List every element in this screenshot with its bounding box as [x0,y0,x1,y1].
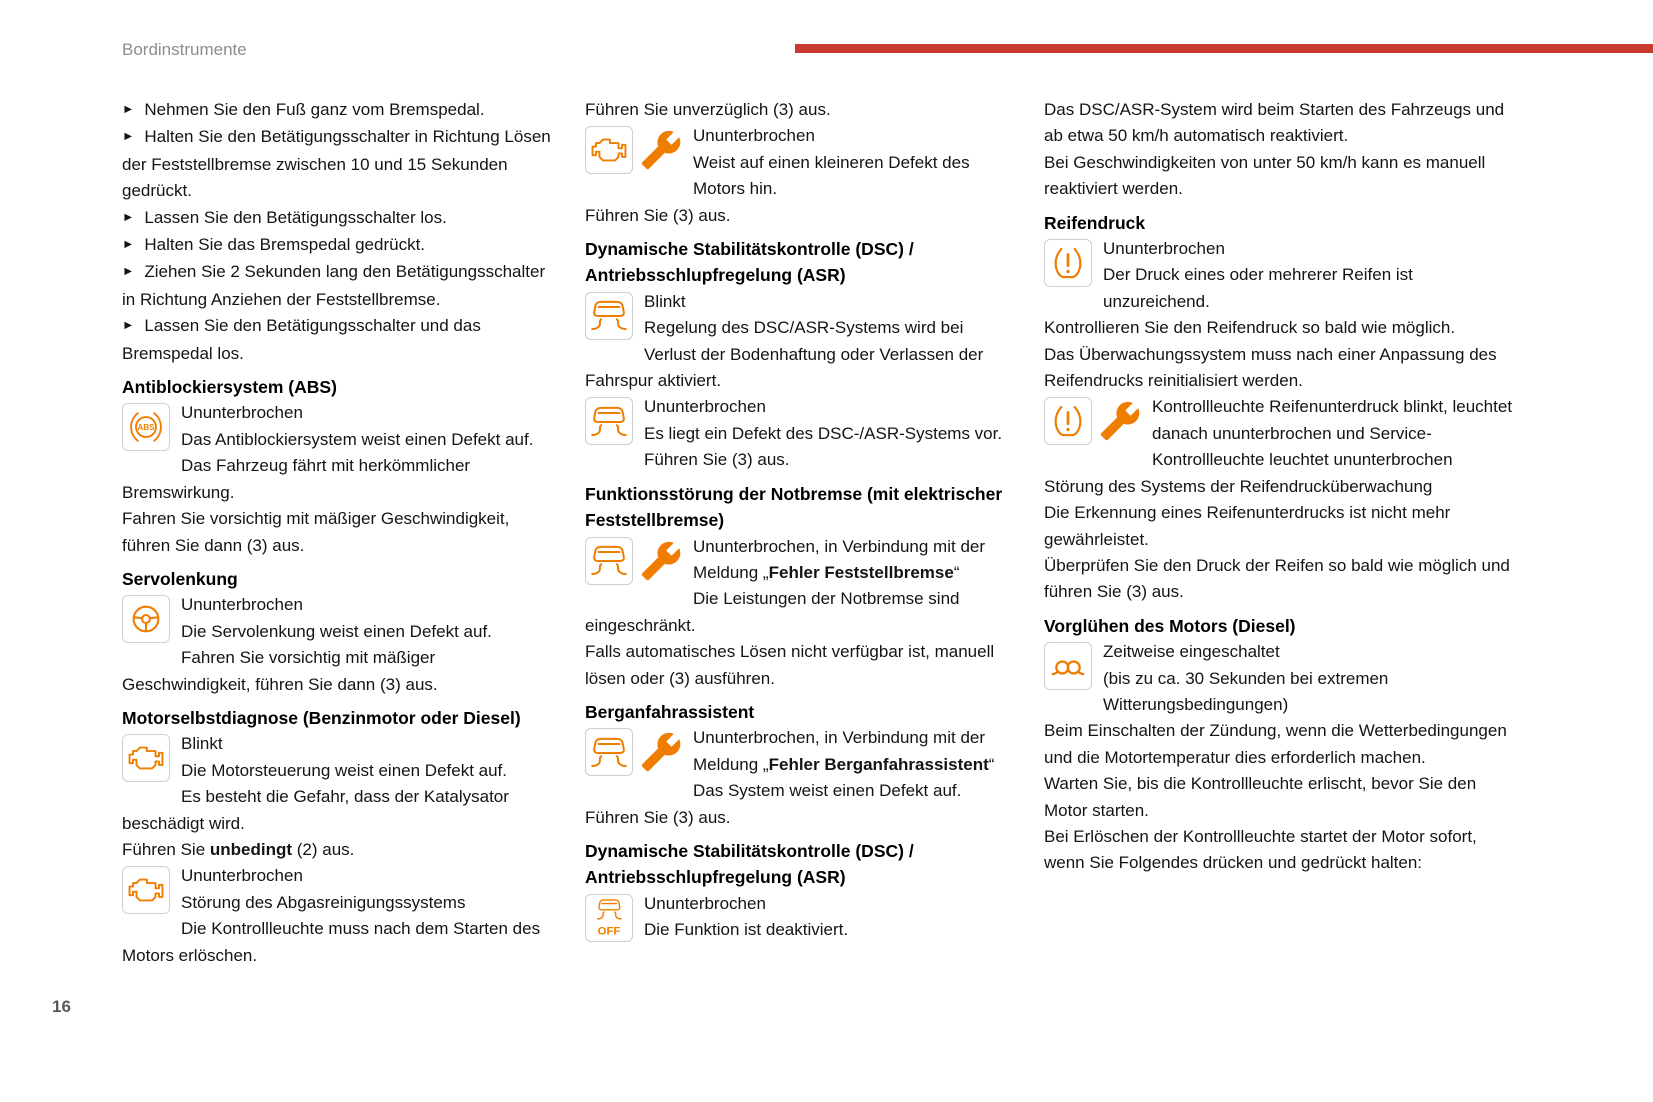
indicator-icons [122,866,170,914]
indicator-status: Ununterbrochen [693,126,815,146]
indicator-text: Fahren Sie vorsichtig mit mäßiger Geschwindigkeit, führen Sie dann (3) aus. [122,509,510,555]
indicator-text: Beim Einschalten der Zündung, wenn die Wetterbedingungen und die Motortemperatur dies erforderlich machen. [1044,721,1507,767]
indicator-block-dsc-blink [585,289,1012,395]
indicator-status: Blinkt [644,291,686,311]
column-left [122,97,558,969]
indicator-status: Kontrollleuchte Reifenunterdruck blinkt, leuchtet danach ununterbrochen und Service-Kontrollleuchte leuchtet ununterbrochen [1152,397,1513,470]
indicator-block-tire-pressure [1044,236,1522,394]
service-wrench-icon [640,129,682,171]
service-wrench-icon [1099,400,1141,442]
indicator-text: Die Erkennung eines Reifenunterdrucks ist nicht mehr gewährleistet. [1044,503,1451,549]
indicator-icons [1044,642,1092,690]
indicator-text: Der Druck eines oder mehrerer Reifen ist unzureichend. [1103,265,1413,311]
indicator-block-servolenkung [122,592,558,698]
instruction-step [122,205,558,232]
indicator-status: Ununterbrochen [644,893,766,913]
indicator-text: Regelung des DSC/ASR-Systems wird bei Verlust der Bodenhaftung oder Verlassen der Fahrspur aktiviert. [585,318,984,391]
header-accent-bar [795,44,1653,53]
instruction-text: Lassen Sie den Betätigungsschalter und das Bremspedal los. [122,316,481,363]
indicator-text: Falls automatisches Lösen nicht verfügbar ist, manuell lösen oder (3) ausführen. [585,642,995,688]
indicator-icons [585,728,682,776]
indicator-text: Störung des Abgasreinigungssystems [181,892,466,912]
indicator-block-dsc-steady [585,394,1012,473]
indicator-icons [585,894,633,942]
indicator-text: Die Leistungen der Notbremse sind eingeschränkt. [585,589,960,635]
indicator-text: Kontrollieren Sie den Reifendruck so bald wie möglich. [1044,318,1456,338]
engine-warning-icon [122,866,170,914]
indicator-text: Führen Sie (3) aus. [585,807,731,827]
indicator-text: Führen Sie (3) aus. [585,205,731,225]
steering-warning-icon [122,595,170,643]
indicator-block-berganfahrassistent [585,725,1012,831]
instruction-text: Halten Sie das Bremspedal gedrückt. [144,235,426,255]
emphasis-text: unbedingt [209,839,293,859]
message-text: Fehler Berganfahrassistent [768,754,989,774]
arrow-bullet-icon: ► [122,318,135,333]
page-content [122,97,1522,969]
indicator-icons [122,734,170,782]
indicator-status: Blinkt [181,734,223,754]
indicator-text: Bei Erlöschen der Kontrollleuchte startet der Motor sofort, wenn Sie Folgendes drücken und gedrückt halten: [1044,826,1477,873]
indicator-text: Störung des Systems der Reifendrucküberwachung [1044,476,1433,496]
indicator-status: Ununterbrochen [181,866,303,886]
indicator-block-notbremse [585,534,1012,692]
body-text: Das DSC/ASR-System wird beim Starten des Fahrzeugs und ab etwa 50 km/h automatisch reaktiviert. [1044,100,1505,146]
section-heading-servolenkung: Servolenkung [122,568,238,589]
esp-warning-icon [585,537,633,585]
engine-warning-icon [122,734,170,782]
indicator-icons [585,292,633,340]
instruction-text: Lassen Sie den Betätigungsschalter los. [144,207,447,227]
tire-pressure-warning-icon [1044,239,1092,287]
page-number: 16 [52,997,71,1016]
indicator-block-dsc-off [585,891,1012,944]
instruction-step [122,124,558,204]
indicator-text: Die Motorsteuerung weist einen Defekt auf. [181,760,508,780]
indicator-icons [122,403,170,451]
indicator-text: Das Fahrzeug fährt mit herkömmlicher Bremswirkung. [122,456,471,502]
indicator-block-engine-blink [122,731,558,863]
service-wrench-icon [640,731,682,773]
body-text: Führen Sie unverzüglich (3) aus. [585,100,831,119]
arrow-bullet-icon: ► [122,237,135,252]
engine-warning-icon [585,126,633,174]
instruction-step [122,313,558,367]
indicator-icons [122,595,170,643]
page-header-title: Bordinstrumente [122,40,247,59]
indicator-icons [585,537,682,585]
arrow-bullet-icon: ► [122,209,135,224]
section-heading-reifendruck: Reifendruck [1044,212,1146,233]
glow-plug-icon [1044,642,1092,690]
indicator-icons [585,126,682,174]
indicator-text: Die Servolenkung weist einen Defekt auf. [181,621,492,641]
section-heading-motorselbstdiagnose: Motorselbstdiagnose (Benzinmotor oder Diesel) [122,707,521,728]
indicator-block-glow-plug [1044,639,1522,877]
tire-pressure-warning-icon [1044,397,1092,445]
indicator-text: Überprüfen Sie den Druck der Reifen so bald wie möglich und führen Sie (3) aus. [1044,555,1510,602]
indicator-status: Ununterbrochen [644,397,766,417]
instruction-text: Nehmen Sie den Fuß ganz vom Bremspedal. [144,100,485,119]
message-text: Fehler Feststellbremse [768,562,954,582]
indicator-text: Führen Sie unbedingt (2) aus. [122,839,355,859]
arrow-bullet-icon: ► [122,102,135,116]
section-heading-vorgluehen: Vorglühen des Motors (Diesel) [1044,615,1296,636]
indicator-text: Es liegt ein Defekt des DSC-/ASR-Systems vor. [644,423,1003,443]
indicator-text: Das Antiblockiersystem weist einen Defekt auf. [181,429,534,449]
indicator-text: (bis zu ca. 30 Sekunden bei extremen Witterungsbedingungen) [1103,668,1389,714]
indicator-icons [1044,239,1092,287]
esp-warning-icon [585,728,633,776]
indicator-status: Ununterbrochen, in Verbindung mit der Meldung „Fehler Berganfahrassistent“ [693,728,995,774]
section-heading-notbremse: Funktionsstörung der Notbremse (mit elektrischer Feststellbremse) [585,483,1003,531]
instruction-step [122,97,558,124]
indicator-status: Ununterbrochen [1103,239,1225,259]
indicator-text: Führen Sie (3) aus. [644,450,790,470]
indicator-icons [585,397,633,445]
indicator-block-tire-pressure-fault [1044,394,1522,605]
instruction-step [122,232,558,259]
indicator-text: Das Überwachungssystem muss nach einer Anpassung des Reifendrucks reinitialisiert werden. [1044,344,1497,391]
section-heading-dsc-asr-2: Dynamische Stabilitätskontrolle (DSC) / Antriebsschlupfregelung (ASR) [585,840,914,888]
arrow-bullet-icon: ► [122,264,135,279]
abs-warning-icon [122,403,170,451]
indicator-icons [1044,397,1141,445]
indicator-block-engine-steady [122,863,558,969]
indicator-status: Ununterbrochen [181,403,303,423]
esp-warning-icon [585,397,633,445]
indicator-status: Zeitweise eingeschaltet [1103,642,1280,662]
indicator-text: Die Funktion ist deaktiviert. [644,920,849,940]
indicator-text: Es besteht die Gefahr, dass der Katalysator beschädigt wird. [122,787,509,833]
instruction-step [122,259,558,313]
indicator-text: Das System weist einen Defekt auf. [693,781,962,801]
instruction-text: Halten Sie den Betätigungsschalter in Richtung Lösen der Feststellbremse zwischen 10 und 15 Sekunden gedrückt. [122,127,551,201]
esp-off-icon [585,894,633,942]
indicator-text: Fahren Sie vorsichtig mit mäßiger Geschwindigkeit, führen Sie dann (3) aus. [122,648,438,694]
service-wrench-icon [640,540,682,582]
indicator-text: Warten Sie, bis die Kontrollleuchte erlischt, bevor Sie den Motor starten. [1044,774,1477,820]
section-heading-abs: Antiblockiersystem (ABS) [122,377,337,398]
indicator-status: Ununterbrochen, in Verbindung mit der Meldung „Fehler Feststellbremse“ [693,536,986,582]
section-heading-dsc-asr-1: Dynamische Stabilitätskontrolle (DSC) / Antriebsschlupfregelung (ASR) [585,239,914,286]
indicator-block-engine-minor [585,123,1012,229]
column-middle [585,97,1012,969]
indicator-text: Die Kontrollleuchte muss nach dem Starten des Motors erlöschen. [122,919,541,965]
instruction-text: Ziehen Sie 2 Sekunden lang den Betätigungsschalter in Richtung Anziehen der Feststellbremse. [122,262,546,309]
indicator-block-abs [122,400,558,558]
body-text: Bei Geschwindigkeiten von unter 50 km/h kann es manuell reaktiviert werden. [1044,152,1486,199]
section-heading-berganfahrassistent: Berganfahrassistent [585,701,755,722]
indicator-status: Ununterbrochen [181,595,303,615]
indicator-text: Weist auf einen kleineren Defekt des Motors hin. [693,152,970,199]
esp-warning-icon [585,292,633,340]
column-right [1044,97,1522,969]
arrow-bullet-icon: ► [122,129,135,144]
